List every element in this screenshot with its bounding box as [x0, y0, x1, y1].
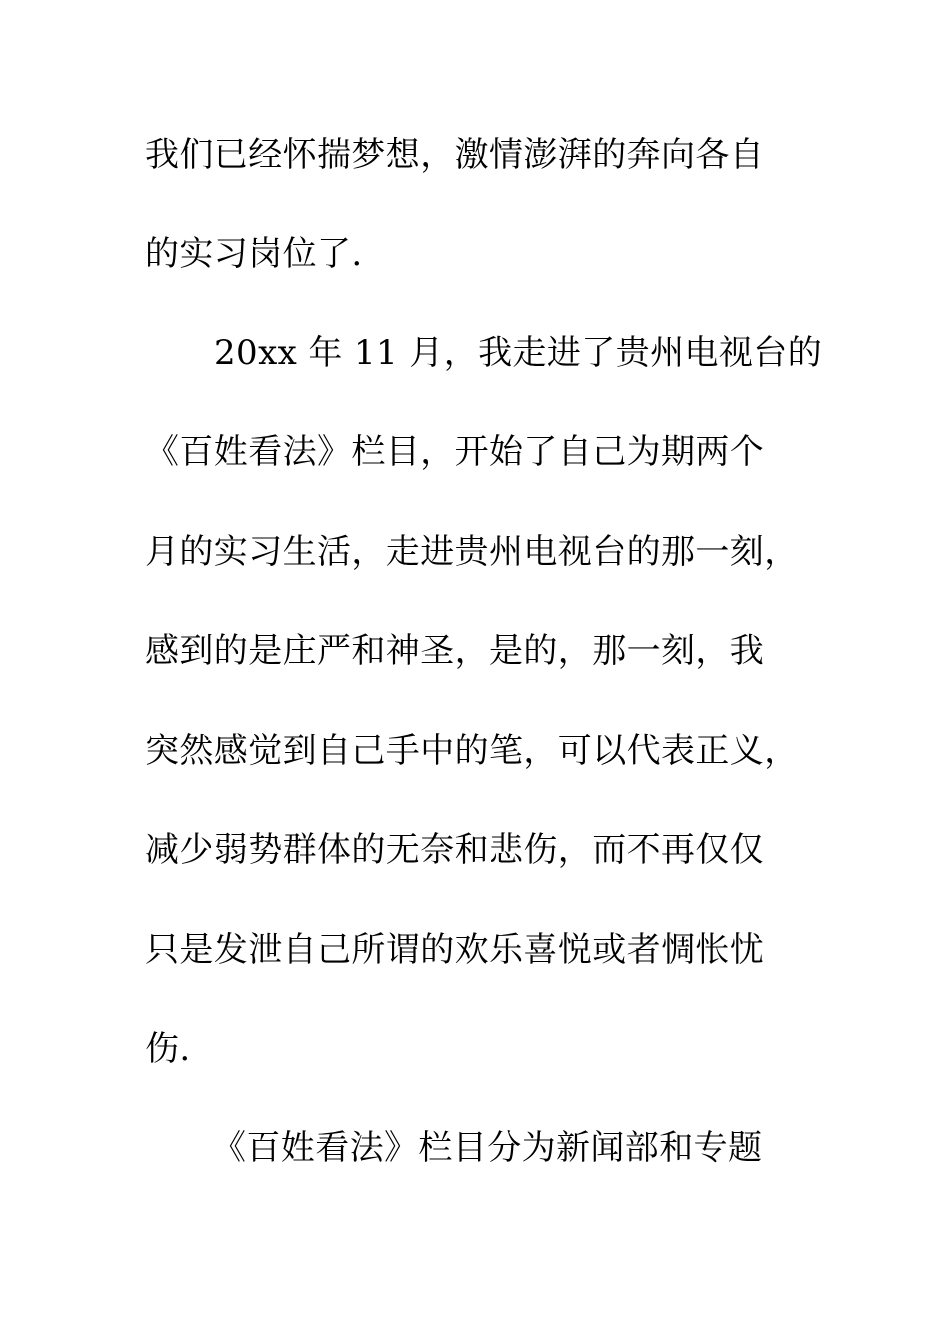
text-line-6: 感到的是庄严和神圣，是的，那一刻，我	[145, 631, 765, 671]
text-line-11: 《百姓看法》栏目分为新闻部和专题	[212, 1128, 763, 1168]
text-line-1: 我们已经怀揣梦想，激情澎湃的奔向各自	[145, 135, 765, 175]
text-line-9: 只是发泄自己所谓的欢乐喜悦或者惆怅忧	[145, 930, 765, 970]
text-line-8: 减少弱势群体的无奈和悲伤，而不再仅仅	[145, 830, 765, 870]
text-line-2: 的实习岗位了.	[145, 234, 363, 274]
text-line-5: 月的实习生活，走进贵州电视台的那一刻，	[145, 532, 799, 572]
text-line-10: 伤.	[145, 1029, 191, 1069]
text-line-7: 突然感觉到自己手中的笔，可以代表正义，	[145, 731, 799, 771]
text-line-4: 《百姓看法》栏目，开始了自己为期两个	[145, 432, 765, 472]
text-line-3: 20xx 年 11 月，我走进了贵州电视台的	[214, 333, 823, 373]
